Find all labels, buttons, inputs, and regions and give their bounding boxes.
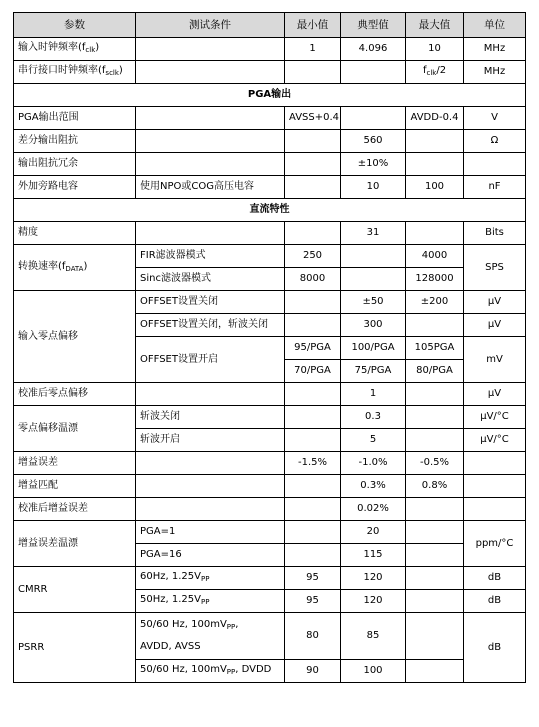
typ-cell: 120: [341, 590, 406, 613]
table-row: [14, 475, 526, 498]
param-cell: 增益误差: [14, 452, 136, 475]
typ-cell: 0.02%: [341, 498, 406, 521]
param-cell: 输出阻抗冗余: [14, 153, 136, 176]
typ-cell: -1.0%: [341, 452, 406, 475]
cond-cell: 斩波开启: [136, 429, 285, 452]
min-cell: -1.5%: [285, 452, 341, 475]
cond-cell: [136, 475, 285, 498]
min-cell: 1: [285, 38, 341, 61]
cond-cell: FIR滤波器模式: [136, 245, 285, 268]
typ-cell: 4.096: [341, 38, 406, 61]
typ-cell: 75/PGA: [341, 360, 406, 383]
table-row: [14, 38, 526, 61]
min-cell: [285, 429, 341, 452]
cond-subscript: PP: [200, 575, 210, 583]
table-row: [14, 153, 526, 176]
max-cell: 4000: [406, 245, 464, 268]
table-row: [14, 222, 526, 245]
max-text-end: /2: [436, 65, 447, 76]
unit-cell: dB: [464, 567, 526, 590]
header-condition: 测试条件: [136, 13, 285, 38]
max-cell: [406, 660, 464, 683]
max-cell: [406, 590, 464, 613]
max-cell: [406, 383, 464, 406]
max-cell: [406, 130, 464, 153]
table-row: [14, 107, 526, 130]
param-cell: 校准后增益误差: [14, 498, 136, 521]
max-cell: 100: [406, 176, 464, 199]
typ-cell: 115: [341, 544, 406, 567]
typ-cell: [341, 268, 406, 291]
table-row: [14, 383, 526, 406]
unit-cell: MHz: [464, 38, 526, 61]
min-cell: [285, 383, 341, 406]
min-cell: [285, 521, 341, 544]
table-row: [14, 613, 526, 660]
param-cell: 输入零点偏移: [14, 291, 136, 383]
param-cell: PGA输出范围: [14, 107, 136, 130]
cond-text: 50/60 Hz, 100mV: [140, 664, 227, 675]
unit-cell: μV: [464, 314, 526, 337]
unit-cell: [464, 475, 526, 498]
max-cell: 80/PGA: [406, 360, 464, 383]
min-cell: [285, 498, 341, 521]
cond-cell: [136, 498, 285, 521]
typ-cell: 300: [341, 314, 406, 337]
max-text: f: [422, 65, 427, 76]
unit-cell: dB: [464, 613, 526, 683]
cond-cell: [136, 452, 285, 475]
cond-cell: [136, 383, 285, 406]
cond-cell: OFFSET设置关闭: [136, 291, 285, 314]
min-cell: AVSS+0.4: [285, 107, 341, 130]
unit-cell: [464, 153, 526, 176]
table-row: [14, 498, 526, 521]
max-cell: 128000: [406, 268, 464, 291]
typ-cell: ±50: [341, 291, 406, 314]
table-row: [14, 61, 526, 84]
unit-cell: [464, 452, 526, 475]
section-title-dc: 直流特性: [14, 199, 526, 222]
cond-cell: [136, 61, 285, 84]
min-cell: 8000: [285, 268, 341, 291]
unit-cell: dB: [464, 590, 526, 613]
typ-cell: [341, 245, 406, 268]
max-cell: ±200: [406, 291, 464, 314]
max-cell: AVDD-0.4: [406, 107, 464, 130]
spec-table: [13, 12, 526, 683]
param-subscript: DATA: [65, 264, 84, 273]
cond-cell: [136, 590, 285, 613]
unit-cell: μV/°C: [464, 406, 526, 429]
typ-cell: 100/PGA: [341, 337, 406, 360]
param-cell: [14, 245, 136, 291]
cond-cell: PGA=16: [136, 544, 285, 567]
min-cell: 95: [285, 590, 341, 613]
cond-text-line2: AVDD, AVSS: [140, 641, 201, 652]
min-cell: [285, 544, 341, 567]
min-cell: 90: [285, 660, 341, 683]
typ-cell: 10: [341, 176, 406, 199]
cond-subscript: PP: [226, 623, 236, 631]
cond-subscript: PP: [226, 668, 236, 676]
typ-cell: 31: [341, 222, 406, 245]
unit-cell: MHz: [464, 61, 526, 84]
min-cell: 95: [285, 567, 341, 590]
typ-cell: 20: [341, 521, 406, 544]
cond-cell: OFFSET设置关闭，斩波关闭: [136, 314, 285, 337]
max-cell: 105PGA: [406, 337, 464, 360]
table-row: [14, 176, 526, 199]
section-title-pga: PGA输出: [14, 84, 526, 107]
unit-cell: Bits: [464, 222, 526, 245]
param-cell: 外加旁路电容: [14, 176, 136, 199]
param-cell: CMRR: [14, 567, 136, 613]
max-cell: [406, 314, 464, 337]
table-row: [14, 452, 526, 475]
cond-text-end: ,: [235, 619, 239, 630]
param-cell: [14, 61, 136, 84]
cond-text: 50/60 Hz, 100mV: [140, 619, 227, 630]
cond-cell: PGA=1: [136, 521, 285, 544]
header-param: 参数: [14, 13, 136, 38]
min-cell: [285, 291, 341, 314]
param-text-end: ): [83, 260, 88, 272]
typ-cell: 0.3: [341, 406, 406, 429]
typ-cell: 85: [341, 613, 406, 660]
max-cell: [406, 567, 464, 590]
max-cell: [406, 429, 464, 452]
header-min: 最小值: [285, 13, 341, 38]
cond-cell: 使用NPO或COG高压电容: [136, 176, 285, 199]
param-text: 串行接口时钟频率(f: [18, 65, 106, 76]
param-subscript: clk: [85, 46, 96, 54]
typ-cell: 100: [341, 660, 406, 683]
max-cell: -0.5%: [406, 452, 464, 475]
cond-cell: [136, 222, 285, 245]
cond-cell: Sinc滤波器模式: [136, 268, 285, 291]
min-cell: [285, 61, 341, 84]
section-row: [14, 199, 526, 222]
unit-cell: nF: [464, 176, 526, 199]
min-cell: [285, 475, 341, 498]
max-cell: 0.8%: [406, 475, 464, 498]
table-row: [14, 567, 526, 590]
max-cell: [406, 498, 464, 521]
cond-cell: [136, 613, 285, 660]
table-row: [14, 130, 526, 153]
cond-cell: OFFSET设置开启: [136, 337, 285, 383]
unit-cell: μV: [464, 383, 526, 406]
max-cell: 10: [406, 38, 464, 61]
param-cell: 增益匹配: [14, 475, 136, 498]
min-cell: 95/PGA: [285, 337, 341, 360]
min-cell: 250: [285, 245, 341, 268]
cond-cell: [136, 567, 285, 590]
cond-cell: [136, 153, 285, 176]
min-cell: [285, 176, 341, 199]
unit-cell: Ω: [464, 130, 526, 153]
cond-cell: [136, 38, 285, 61]
typ-cell: ±10%: [341, 153, 406, 176]
min-cell: [285, 406, 341, 429]
cond-cell: 斩波关闭: [136, 406, 285, 429]
table-row: [14, 291, 526, 314]
unit-cell: V: [464, 107, 526, 130]
param-text: 转换速率(f: [18, 260, 66, 272]
typ-cell: [341, 107, 406, 130]
header-max: 最大值: [406, 13, 464, 38]
unit-cell: [464, 498, 526, 521]
unit-cell: ppm/°C: [464, 521, 526, 567]
table-row: [14, 245, 526, 268]
max-cell: [406, 222, 464, 245]
header-unit: 单位: [464, 13, 526, 38]
param-cell: 增益误差温漂: [14, 521, 136, 567]
max-cell: [406, 61, 464, 84]
param-cell: 精度: [14, 222, 136, 245]
max-cell: [406, 544, 464, 567]
table-header-row: [14, 13, 526, 38]
cond-cell: [136, 660, 285, 683]
param-cell: PSRR: [14, 613, 136, 683]
typ-cell: 560: [341, 130, 406, 153]
param-cell: 零点偏移温漂: [14, 406, 136, 452]
typ-cell: [341, 61, 406, 84]
unit-cell: mV: [464, 337, 526, 383]
max-subscript: clk: [426, 69, 437, 77]
param-text-end: ): [118, 65, 123, 76]
cond-text: 50Hz, 1.25V: [140, 594, 201, 605]
cond-subscript: PP: [200, 598, 210, 606]
param-cell: 校准后零点偏移: [14, 383, 136, 406]
min-cell: [285, 222, 341, 245]
typ-cell: 0.3%: [341, 475, 406, 498]
param-cell: [14, 38, 136, 61]
header-typ: 典型值: [341, 13, 406, 38]
param-subscript: sclk: [105, 69, 119, 77]
unit-cell: SPS: [464, 245, 526, 291]
max-cell: [406, 521, 464, 544]
max-cell: [406, 153, 464, 176]
table-row: [14, 521, 526, 544]
typ-cell: 5: [341, 429, 406, 452]
min-cell: [285, 314, 341, 337]
cond-cell: [136, 130, 285, 153]
param-text-end: ): [95, 42, 100, 53]
min-cell: [285, 130, 341, 153]
section-row: [14, 84, 526, 107]
unit-cell: μV: [464, 291, 526, 314]
max-cell: [406, 406, 464, 429]
min-cell: 80: [285, 613, 341, 660]
table-row: [14, 406, 526, 429]
unit-cell: μV/°C: [464, 429, 526, 452]
cond-text-end: , DVDD: [235, 664, 272, 675]
max-cell: [406, 613, 464, 660]
cond-text: 60Hz, 1.25V: [140, 571, 201, 582]
min-cell: 70/PGA: [285, 360, 341, 383]
param-text: 输入时钟频率(f: [18, 42, 86, 53]
typ-cell: 1: [341, 383, 406, 406]
min-cell: [285, 153, 341, 176]
typ-cell: 120: [341, 567, 406, 590]
param-cell: 差分输出阻抗: [14, 130, 136, 153]
cond-cell: [136, 107, 285, 130]
